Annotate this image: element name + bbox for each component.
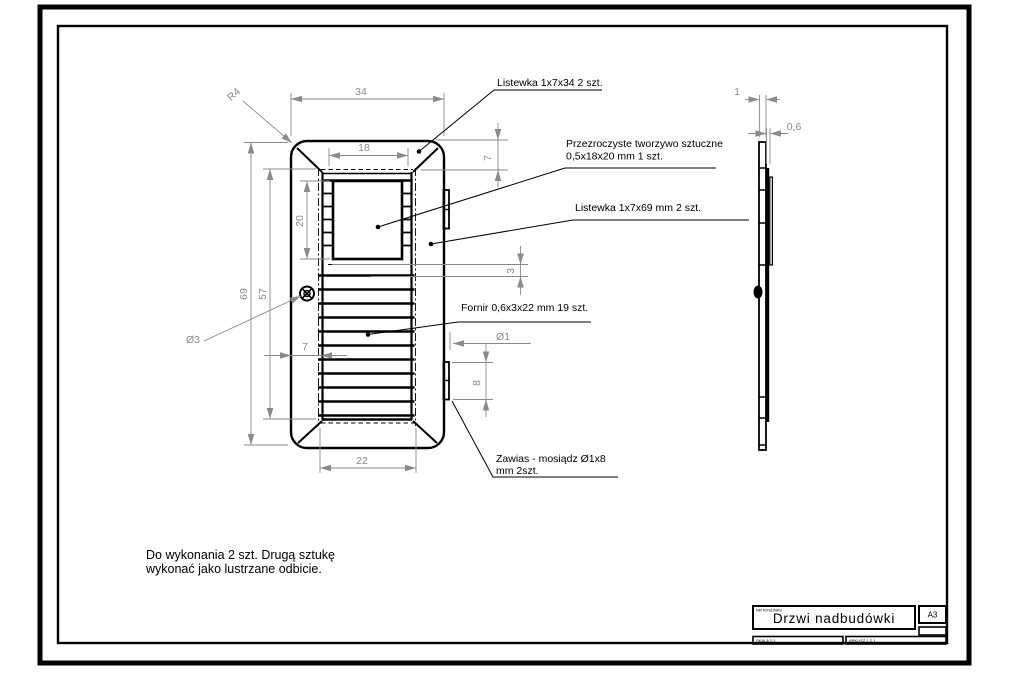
- callout-plastic-label-2: 0,5x18x20 mm 1 szt.: [566, 150, 663, 163]
- dim-knob-diameter: Ø3: [186, 334, 201, 346]
- dim-veneer-thickness: 0,6: [786, 121, 802, 133]
- note: [145, 548, 335, 576]
- dim-window-width: 18: [358, 142, 370, 154]
- window-opening: [333, 181, 402, 259]
- dim-window-height: 20: [294, 215, 306, 227]
- dim-corner-radius: R4: [224, 85, 244, 104]
- dim-door-width: 34: [355, 86, 367, 98]
- annotations: [366, 77, 749, 477]
- title-cell-label: NR RYSUNKU: [756, 607, 783, 613]
- hinge-top: [444, 190, 450, 229]
- callout-plastic-label-1: Przezroczyste tworzywo sztuczne: [566, 138, 723, 150]
- callout-listewka-side: [429, 202, 749, 246]
- callout-zawias-label-1: Zawias - mosiądz Ø1x8: [496, 453, 606, 465]
- side-rails: [323, 172, 412, 420]
- side-view: [754, 142, 773, 450]
- window-side-slats: [323, 194, 413, 246]
- dim-hinge-length: 8: [471, 380, 483, 386]
- veneer-slats: [318, 276, 415, 416]
- profile-ticks: [759, 168, 766, 445]
- format-sub-cell: [919, 627, 946, 635]
- front-view: [291, 141, 449, 448]
- drawing-title: Drzwi nadbudówki: [772, 611, 896, 626]
- top-rail-line2: [322, 181, 412, 420]
- title-block: [753, 606, 946, 644]
- note-line-1: Do wykonania 2 szt. Drugą sztukę: [146, 548, 335, 562]
- dim-top-rail: 7: [482, 155, 494, 161]
- note-line-2: wykonać jako lustrzane odbicie.: [146, 562, 322, 576]
- dim-hinge-pin: Ø1: [496, 331, 511, 343]
- callout-listewka-top-label: Listewka 1x7x34 2 szt.: [497, 77, 603, 89]
- dim-slat-width: 22: [356, 455, 368, 467]
- callout-fornir-label: Fornir 0,6x3x22 mm 19 szt.: [461, 302, 589, 314]
- callout-zawias-label-2: mm 2szt.: [496, 465, 539, 477]
- plastic-sheet-edge: [770, 177, 773, 265]
- hidden-lines: [321, 170, 414, 424]
- sheet-label: ARKUSZ 1 Z 1: [849, 638, 876, 643]
- callout-plastic: [376, 138, 723, 229]
- scale-label: SKALA 2:1: [756, 638, 776, 643]
- callout-listewka-side-label: Listewka 1x7x69 mm 2 szt.: [575, 202, 702, 214]
- sheet-format: A3: [927, 610, 938, 620]
- dim-side-rail: 7: [302, 341, 308, 353]
- dim-gap: 3: [505, 268, 517, 274]
- callout-zawias: [452, 401, 618, 477]
- knob: [300, 287, 314, 301]
- knob-side: [754, 286, 763, 299]
- hinge-bottom: [444, 362, 450, 400]
- dim-slat-area-height: 57: [257, 288, 269, 300]
- dim-door-thickness: 1: [734, 86, 740, 98]
- dim-door-height: 69: [238, 288, 250, 300]
